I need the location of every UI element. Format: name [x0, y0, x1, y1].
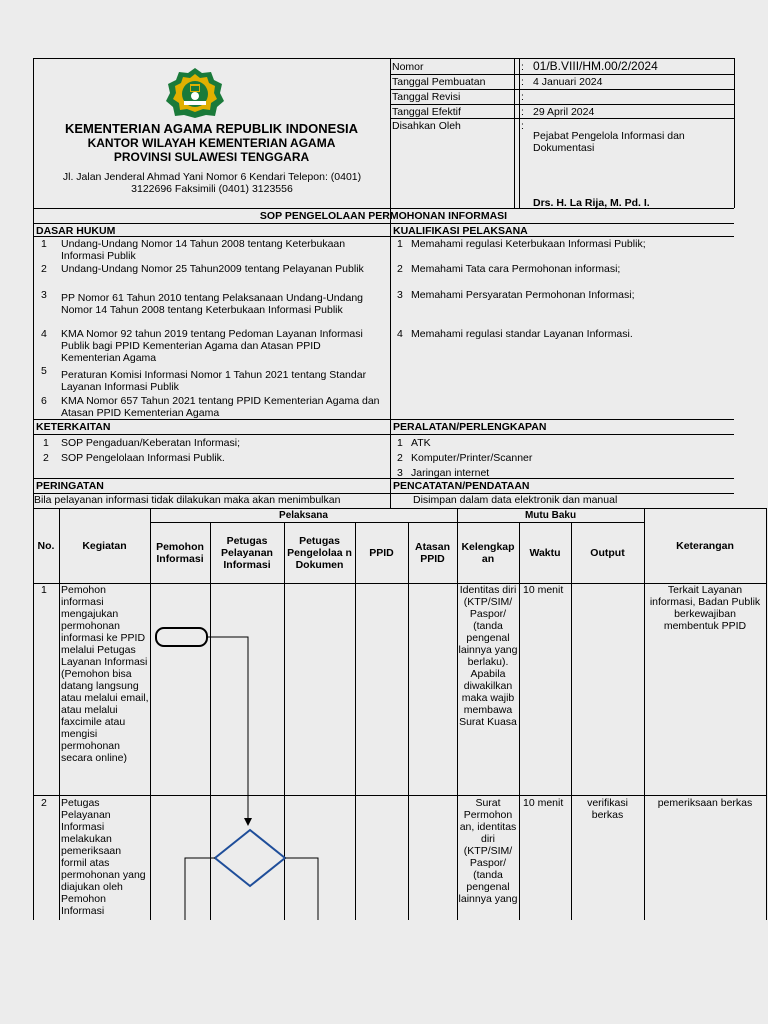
org-name: KEMENTERIAN AGAMA REPUBLIK INDONESIA [65, 121, 358, 136]
col-kelengkapan: Kelengkap an [461, 541, 515, 565]
dasar-hukum-item: KMA Nomor 657 Tahun 2021 tentang PPID Kementerian Agama dan Atasan PPID Kementerian Agama [61, 395, 380, 419]
dasar-hukum-item: KMA Nomor 92 tahun 2019 tentang Pedoman Layanan Informasi Publik bagi PPID Kementerian Agama dan Atasan PPID Kementerian Agama [61, 328, 363, 364]
col-atasan-ppid: Atasan PPID [414, 541, 450, 565]
dasar-hukum-no: 4 [41, 328, 47, 340]
dasar-hukum-no: 1 [41, 238, 47, 250]
meta-value-disahkan: Pejabat Pengelola Informasi dan Dokumentasi [533, 130, 685, 154]
row-kelengkapan: Surat Permohon an, identitas diri (KTP/SIM/ Paspor/ (tanda pengenal lainnya yang [458, 797, 518, 905]
meta-label-revisi: Tanggal Revisi [392, 91, 461, 103]
meta-label-nomor: Nomor [392, 61, 424, 73]
pencatatan-text: Disimpan dalam data elektronik dan manual [413, 494, 618, 506]
kualifikasi-item: Memahami Persyaratan Permohonan Informasi; [411, 289, 635, 301]
row-kelengkapan: Identitas diri (KTP/SIM/ Paspor/ (tanda pengenal lainnya yang berlaku). Apabila diwakilkan maka wajib membawa Surat Kuasa [458, 584, 518, 728]
col-petugas-pengelola: Petugas Pengelolaa n Dokumen [287, 535, 352, 571]
keterkaitan-title: KETERKAITAN [36, 421, 111, 433]
dasar-hukum-item: Peraturan Komisi Informasi Nomor 1 Tahun 2021 tentang Standar Layanan Informasi Publik [61, 369, 367, 393]
dasar-hukum-no: 3 [41, 289, 47, 301]
peralatan-item: Jaringan internet [411, 467, 490, 479]
sop-title: SOP PENGELOLAAN PERMOHONAN INFORMASI [259, 210, 508, 222]
meta-label-disahkan: Disahkan Oleh [392, 120, 461, 132]
meta-sep: : [521, 76, 524, 88]
row-waktu: 10 menit [523, 797, 564, 809]
kualifikasi-no: 4 [397, 328, 403, 340]
kualifikasi-no: 3 [397, 289, 403, 301]
peralatan-no: 1 [397, 437, 403, 449]
peringatan-text: Bila pelayanan informasi tidak dilakukan maka akan menimbulkan [34, 494, 341, 506]
dasar-hukum-no: 5 [41, 365, 47, 377]
col-pemohon: Pemohon Informasi [156, 541, 204, 565]
row-kegiatan: Petugas Pelayanan Informasi melakukan pemeriksaan formil atas permohonan yang diajukan oleh Pemohon Informasi [61, 797, 146, 917]
org-office: KANTOR WILAYAH KEMENTERIAN AGAMA [87, 136, 336, 150]
peralatan-item: ATK [411, 437, 431, 449]
meta-sep: : [521, 61, 524, 73]
flow-start-terminator [156, 628, 207, 646]
group-pelaksana: Pelaksana [279, 510, 328, 521]
group-mutu-baku: Mutu Baku [524, 510, 577, 521]
dasar-hukum-title: DASAR HUKUM [36, 225, 116, 237]
row-no: 2 [41, 797, 47, 809]
col-kegiatan: Kegiatan [82, 540, 127, 552]
meta-sep: : [521, 120, 524, 132]
keterkaitan-no: 1 [43, 437, 49, 449]
flow-connector [207, 637, 248, 818]
signer-name: Drs. H. La Rija, M. Pd. I. [533, 197, 650, 209]
dasar-hukum-item: PP Nomor 61 Tahun 2010 tentang Pelaksanaan Undang-Undang Nomor 14 Tahun 2008 tentang Keterbukaan Informasi Publik [61, 292, 364, 316]
dasar-hukum-no: 6 [41, 395, 47, 407]
col-ppid: PPID [369, 547, 394, 559]
dasar-hukum-no: 2 [41, 263, 47, 275]
peringatan-title: PERINGATAN [36, 480, 104, 492]
kualifikasi-item: Memahami regulasi Keterbukaan Informasi Publik; [411, 238, 646, 250]
org-province: PROVINSI SULAWESI TENGGARA [113, 150, 310, 164]
kualifikasi-title: KUALIFIKASI PELAKSANA [393, 225, 528, 237]
dasar-hukum-item: Undang-Undang Nomor 14 Tahun 2008 tentang Keterbukaan Informasi Publik [61, 238, 346, 262]
row-output: verifikasi berkas [587, 797, 628, 821]
kualifikasi-no: 1 [397, 238, 403, 250]
peralatan-no: 2 [397, 452, 403, 464]
meta-value-efektif: 29 April 2024 [533, 106, 595, 118]
org-address: Jl. Jalan Jenderal Ahmad Yani Nomor 6 Kendari Telepon: (0401) 3122696 Faksimili (0401) 3123556 [62, 171, 362, 195]
kualifikasi-item: Memahami regulasi standar Layanan Informasi. [411, 328, 633, 340]
peralatan-item: Komputer/Printer/Scanner [411, 452, 533, 464]
col-no: No. [37, 540, 55, 552]
dasar-hukum-item: Undang-Undang Nomor 25 Tahun2009 tentang Pelayanan Publik [61, 263, 364, 275]
meta-label-pembuatan: Tanggal Pembuatan [392, 76, 486, 88]
meta-value-nomor: 01/B.VIII/HM.00/2/2024 [533, 59, 658, 73]
kualifikasi-item: Memahami Tata cara Permohonan informasi; [411, 263, 621, 275]
flow-arrowhead [244, 818, 252, 826]
col-output: Output [590, 547, 625, 559]
row-no: 1 [41, 584, 47, 596]
peralatan-title: PERALATAN/PERLENGKAPAN [393, 421, 547, 433]
row-waktu: 10 menit [523, 584, 564, 596]
row-keterangan: pemeriksaan berkas [657, 797, 753, 809]
peralatan-no: 3 [397, 467, 403, 479]
flow-branch-left [185, 858, 215, 920]
col-waktu: Waktu [529, 547, 561, 559]
keterkaitan-item: SOP Pengaduan/Keberatan Informasi; [61, 437, 241, 449]
flow-branch-right [285, 858, 318, 920]
meta-sep: : [521, 106, 524, 118]
row-kegiatan: Pemohon informasi mengajukan permohonan informasi ke PPID melalui Petugas Layanan Informasi (Pemohon bisa datang langsung atau melalui email, atau melalui faxcimile atau mengisi permohonan secara online) [61, 584, 149, 764]
meta-sep: : [521, 91, 524, 103]
meta-value-pembuatan: 4 Januari 2024 [533, 76, 603, 88]
meta-label-efektif: Tanggal Efektif [392, 106, 461, 118]
pencatatan-title: PENCATATAN/PENDATAAN [393, 480, 530, 492]
keterkaitan-item: SOP Pengelolaan Informasi Publik. [61, 452, 225, 464]
col-petugas-pelayanan: Petugas Pelayanan Informasi [221, 535, 273, 571]
col-keterangan: Keterangan [676, 540, 734, 552]
keterkaitan-no: 2 [43, 452, 49, 464]
flow-decision-diamond [215, 830, 285, 886]
kualifikasi-no: 2 [397, 263, 403, 275]
row-keterangan: Terkait Layanan informasi, Badan Publik berkewajiban membentuk PPID [649, 584, 761, 632]
